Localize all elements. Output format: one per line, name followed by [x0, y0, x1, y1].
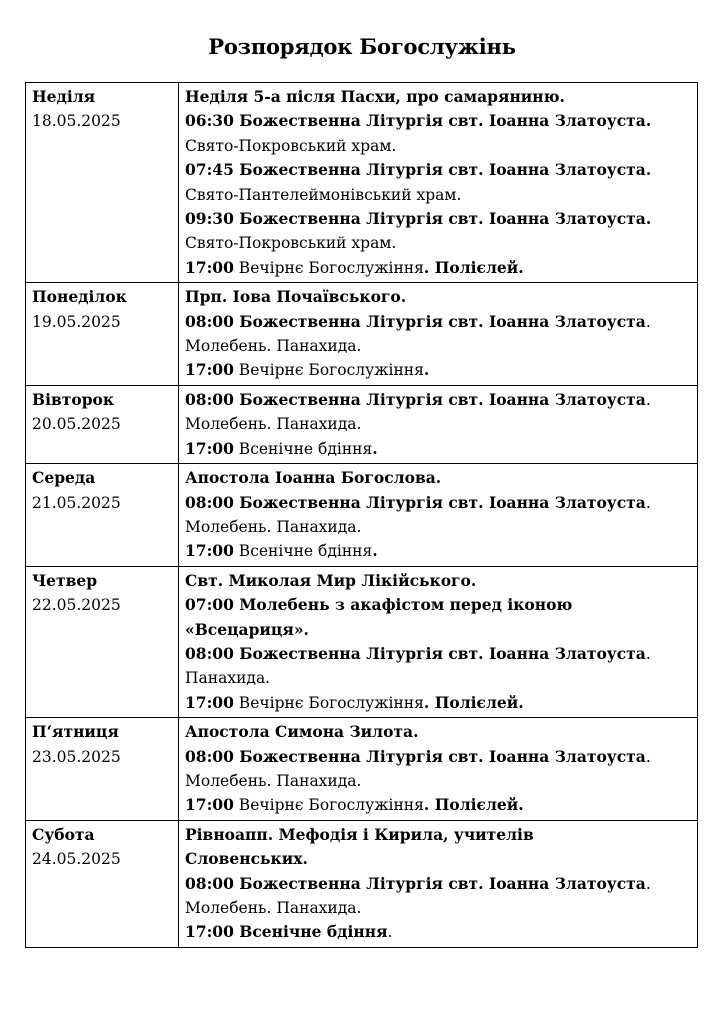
service-line — [185, 183, 691, 207]
day-name: Середа — [32, 468, 96, 488]
table-row — [26, 283, 698, 386]
service-text-bold: 08:00 Божественна Літургія свт. Іоанна Златоуста — [185, 389, 646, 409]
service-text-bold: Свт. Миколая Мир Лікійського. — [185, 570, 477, 590]
schedule-table — [25, 82, 698, 948]
service-text-bold: Прп. Іова Почаївського. — [185, 287, 407, 307]
day-date: 19.05.2025 — [32, 312, 121, 331]
service-text: Вечірнє Богослужіння — [233, 796, 424, 815]
service-text-bold: 08:00 Божественна Літургія свт. Іоанна Златоуста — [185, 746, 646, 766]
service-line — [185, 666, 691, 690]
service-line — [185, 539, 691, 563]
service-text-bold: . — [372, 438, 378, 458]
service-line — [185, 847, 691, 871]
service-line — [185, 491, 691, 515]
services-cell — [179, 464, 698, 567]
service-text: Всенічне бдіння — [233, 439, 373, 458]
service-text: Вечірнє Богослужіння — [233, 258, 424, 277]
day-name: П‘ятниця — [32, 722, 119, 742]
service-line — [185, 85, 691, 109]
day-name: Четвер — [32, 570, 98, 590]
service-text: Вечірнє Богослужіння — [233, 693, 424, 712]
service-text-bold: «Всецариця». — [185, 619, 309, 639]
service-text-bold: 17:00 — [185, 360, 234, 380]
services-cell — [179, 283, 698, 386]
service-text-bold: 08:00 Божественна Літургія свт. Іоанна Златоуста — [185, 311, 646, 331]
service-line — [185, 134, 691, 158]
service-text: . — [645, 747, 651, 766]
service-text-bold: 17:00 Всенічне бдіння — [185, 922, 388, 942]
service-text-bold: Словенських. — [185, 849, 308, 869]
page-title: Розпорядок Богослужінь — [208, 34, 516, 59]
service-line — [185, 285, 691, 309]
service-line — [185, 310, 691, 334]
service-text: Панахида. — [185, 669, 271, 688]
service-text-bold: . Полієлей. — [423, 692, 524, 712]
service-text-bold: Рівноапп. Мефодія і Кирила, учителів — [185, 824, 534, 844]
service-text: Молебень. Панахида. — [185, 337, 362, 356]
service-text-bold: 17:00 — [185, 438, 234, 458]
service-line — [185, 745, 691, 769]
service-text: Молебень. Панахида. — [185, 771, 362, 790]
day-cell — [26, 820, 179, 947]
service-text-bold: . — [372, 541, 378, 561]
service-text: Свято-Пантелеймонівський храм. — [185, 185, 462, 204]
service-text-bold: Неділя 5-а після Пасхи, про самаряниню. — [185, 87, 565, 106]
service-text: . — [645, 390, 651, 409]
service-text-bold: 17:00 — [185, 795, 234, 815]
service-line — [185, 334, 691, 358]
service-text: . — [387, 923, 393, 942]
table-row — [26, 566, 698, 717]
table-row — [26, 464, 698, 567]
service-line — [185, 109, 691, 133]
day-cell — [26, 283, 179, 386]
service-line — [185, 618, 691, 642]
service-line — [185, 437, 691, 461]
service-line — [185, 720, 691, 744]
service-text-bold: 08:00 Божественна Літургія свт. Іоанна Златоуста — [185, 492, 646, 512]
day-name: Субота — [32, 824, 95, 844]
services-cell — [179, 385, 698, 463]
day-date: 20.05.2025 — [32, 415, 121, 434]
table-row — [26, 718, 698, 821]
service-text-bold: 09:30 Божественна Літургія свт. Іоанна Златоуста. — [185, 209, 652, 229]
service-line — [185, 769, 691, 793]
service-line — [185, 466, 691, 490]
service-text: . — [645, 874, 651, 893]
day-date: 23.05.2025 — [32, 747, 121, 766]
service-text: Свято-Покровський храм. — [185, 136, 397, 155]
service-text: Всенічне бдіння — [233, 542, 373, 561]
service-text: Вечірнє Богослужіння — [233, 361, 424, 380]
day-date: 21.05.2025 — [32, 493, 121, 512]
day-date: 24.05.2025 — [32, 850, 121, 869]
service-line — [185, 231, 691, 255]
service-line — [185, 896, 691, 920]
day-cell — [26, 464, 179, 567]
services-cell — [179, 718, 698, 821]
service-text: Свято-Покровський храм. — [185, 234, 397, 253]
service-line — [185, 158, 691, 182]
service-line — [185, 412, 691, 436]
service-text-bold: Апостола Симона Зилота. — [185, 722, 419, 742]
table-row — [26, 385, 698, 463]
day-date: 22.05.2025 — [32, 596, 121, 615]
service-line — [185, 515, 691, 539]
service-text-bold: 07:00 Молебень з акафістом перед іконою — [185, 595, 573, 615]
day-cell — [26, 385, 179, 463]
service-text: . — [645, 644, 651, 663]
table-row — [26, 820, 698, 947]
service-line — [185, 358, 691, 382]
service-line — [185, 642, 691, 666]
service-text-bold: Апостола Іоанна Богослова. — [185, 468, 442, 488]
service-line — [185, 593, 691, 617]
service-line — [185, 207, 691, 231]
service-text-bold: . — [423, 360, 430, 380]
service-text-bold: 17:00 — [185, 692, 234, 712]
day-cell — [26, 718, 179, 821]
service-text-bold: 17:00 — [185, 257, 234, 277]
service-text-bold: 08:00 Божественна Літургія свт. Іоанна Златоуста — [185, 873, 646, 893]
service-text: Молебень. Панахида. — [185, 899, 362, 917]
day-name: Понеділок — [32, 287, 127, 307]
service-text-bold: 07:45 Божественна Літургія свт. Іоанна Златоуста. — [185, 160, 652, 180]
table-row — [26, 83, 698, 283]
day-name: Неділя — [32, 87, 96, 106]
service-line — [185, 872, 691, 896]
service-line — [185, 793, 691, 817]
service-text-bold: 08:00 Божественна Літургія свт. Іоанна Златоуста — [185, 643, 646, 663]
service-line — [185, 823, 691, 847]
service-line — [185, 256, 691, 280]
service-text-bold: 06:30 Божественна Літургія свт. Іоанна Златоуста. — [185, 111, 652, 131]
service-line — [185, 388, 691, 412]
day-cell — [26, 566, 179, 717]
service-line — [185, 569, 691, 593]
services-cell — [179, 566, 698, 717]
schedule-body — [26, 83, 698, 948]
day-name: Вівторок — [32, 389, 115, 409]
service-line — [185, 691, 691, 715]
services-cell — [179, 820, 698, 947]
service-text: . — [645, 493, 651, 512]
service-text-bold: . Полієлей. — [423, 257, 524, 277]
day-cell — [26, 83, 179, 283]
services-cell — [179, 83, 698, 283]
service-text: Молебень. Панахида. — [185, 415, 362, 434]
service-text: . — [645, 312, 651, 331]
service-text-bold: . Полієлей. — [423, 795, 524, 815]
service-text: Молебень. Панахида. — [185, 517, 362, 536]
service-text-bold: 17:00 — [185, 541, 234, 561]
day-date: 18.05.2025 — [32, 112, 121, 131]
service-line — [185, 920, 691, 944]
